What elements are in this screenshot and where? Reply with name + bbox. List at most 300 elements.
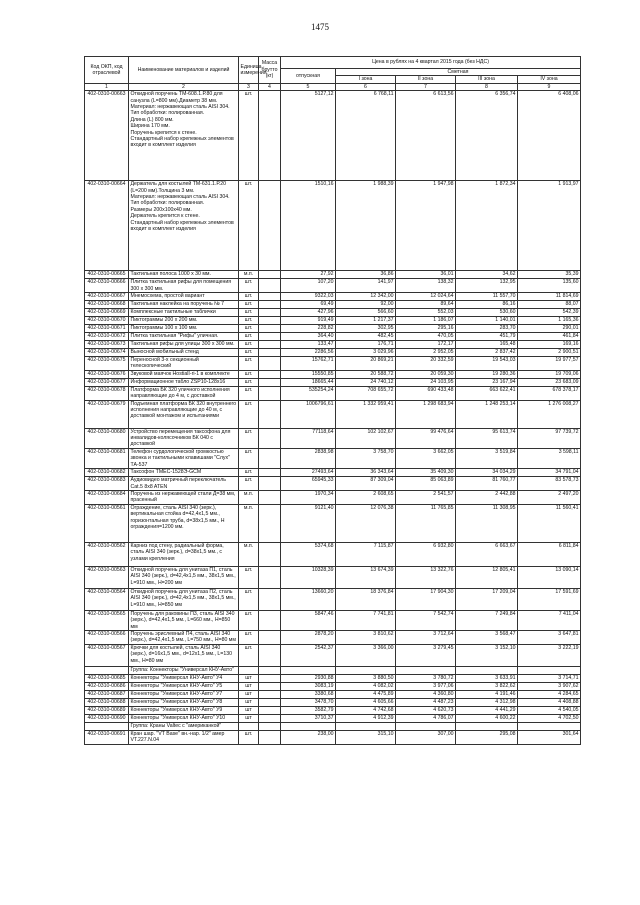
row-unit: шт. — [239, 477, 259, 491]
header-mass: Масса брутто (кг) — [259, 57, 281, 84]
group-row — [85, 666, 581, 674]
row-zone-3: 19 543,03 — [456, 357, 518, 371]
row-name: Тактильная наклейка на поручень № 7 — [129, 301, 239, 309]
row-unit: шт. — [239, 279, 259, 293]
row-name: Коннекторы "Универсал КНУ-Авто" У9 — [129, 706, 239, 714]
row-zone-2 — [396, 722, 456, 730]
row-zone-2: 4 786,07 — [396, 714, 456, 722]
table-row — [85, 542, 581, 566]
table-row — [85, 181, 581, 271]
table-row — [85, 428, 581, 448]
table-row — [85, 325, 581, 333]
row-code: 402-0310-00674 — [85, 349, 129, 357]
row-zone-4: 3 647,81 — [518, 630, 581, 644]
header-price-caption: Цена в рублях на 4 квартал 2015 года (без НДС) — [281, 57, 581, 69]
row-unit — [239, 722, 259, 730]
row-unit: шт. — [239, 333, 259, 341]
header-zone-2: II зона — [396, 76, 456, 83]
row-mass — [259, 370, 281, 378]
row-zone-3: 2 837,42 — [456, 349, 518, 357]
row-zone-2: 138,32 — [396, 279, 456, 293]
row-wholesale: 10328,39 — [281, 566, 336, 588]
row-mass — [259, 293, 281, 301]
row-unit: шт. — [239, 301, 259, 309]
row-unit: шт. — [239, 309, 259, 317]
row-zone-3: 1 248 253,14 — [456, 400, 518, 428]
row-wholesale: 364,40 — [281, 333, 336, 341]
table-row — [85, 690, 581, 698]
row-zone-4: 3 222,19 — [518, 644, 581, 666]
row-zone-2: 470,05 — [396, 333, 456, 341]
row-wholesale: 2286,56 — [281, 349, 336, 357]
row-wholesale: 77118,64 — [281, 428, 336, 448]
row-code: 402-0310-00562 — [85, 542, 129, 566]
row-name: Плитка тактильная "Рифы" уличная. — [129, 333, 239, 341]
row-zone-3: 283,70 — [456, 325, 518, 333]
row-zone-4: 4 408,88 — [518, 698, 581, 706]
row-zone-1: 708 655,72 — [336, 386, 396, 400]
row-code: 402-0310-00690 — [85, 714, 129, 722]
header-name: Наименование материалов и изделий — [129, 57, 239, 84]
row-zone-2: 1 186,07 — [396, 317, 456, 325]
row-unit: шт — [239, 674, 259, 682]
row-zone-3: 1 872,34 — [456, 181, 518, 271]
row-zone-3: 165,48 — [456, 341, 518, 349]
row-unit: шт. — [239, 644, 259, 666]
row-zone-4: 83 578,73 — [518, 477, 581, 491]
row-wholesale: 3710,37 — [281, 714, 336, 722]
row-zone-3: 530,60 — [456, 309, 518, 317]
row-unit: шт. — [239, 566, 259, 588]
row-wholesale: 427,96 — [281, 309, 336, 317]
header-estimate: Сметная — [336, 69, 581, 76]
row-code: 402-0310-00678 — [85, 386, 129, 400]
table-row — [85, 386, 581, 400]
row-wholesale: 2542,37 — [281, 644, 336, 666]
row-name: Мнемосхема, простой вариант — [129, 293, 239, 301]
row-unit: шт. — [239, 469, 259, 477]
row-zone-2: 2 541,57 — [396, 490, 456, 504]
row-zone-2: 13 322,76 — [396, 566, 456, 588]
row-zone-2: 99 476,64 — [396, 428, 456, 448]
row-zone-3: 12 805,41 — [456, 566, 518, 588]
row-zone-1: 1 332 959,41 — [336, 400, 396, 428]
row-mass — [259, 722, 281, 730]
row-zone-1: 566,60 — [336, 309, 396, 317]
row-code: 402-0310-00684 — [85, 490, 129, 504]
row-code: 402-0310-00673 — [85, 341, 129, 349]
row-name: Коннекторы "Универсал КНУ-Авто" У4 — [129, 674, 239, 682]
row-zone-3: 3 152,10 — [456, 644, 518, 666]
row-code: 402-0310-00563 — [85, 566, 129, 588]
row-zone-1: 7 115,87 — [336, 542, 396, 566]
row-code: 402-0310-00671 — [85, 325, 129, 333]
row-code: 402-0310-00561 — [85, 504, 129, 542]
row-zone-3: 4 441,29 — [456, 706, 518, 714]
row-name: Коннекторы "Универсал КНУ-Авто" У8 — [129, 698, 239, 706]
row-zone-1: 2 608,65 — [336, 490, 396, 504]
row-name: Выносной мобильный стенд — [129, 349, 239, 357]
header-zone-1: I зона — [336, 76, 396, 83]
row-zone-4: 35,39 — [518, 271, 581, 279]
row-mass — [259, 309, 281, 317]
column-number: 4 — [259, 83, 281, 90]
row-zone-4: 4 702,50 — [518, 714, 581, 722]
row-unit: шт. — [239, 317, 259, 325]
row-name: Группа: Краны Valtec с "американкой" — [129, 722, 239, 730]
row-zone-1: 482,45 — [336, 333, 396, 341]
row-zone-2: 552,03 — [396, 309, 456, 317]
row-unit: шт — [239, 682, 259, 690]
row-zone-3: 11 308,95 — [456, 504, 518, 542]
row-zone-1: 13 674,39 — [336, 566, 396, 588]
row-zone-1: 36 343,64 — [336, 469, 396, 477]
table-row — [85, 469, 581, 477]
table-row — [85, 644, 581, 666]
row-zone-4: 88,07 — [518, 301, 581, 309]
row-code: 402-0310-00664 — [85, 181, 129, 271]
row-zone-3 — [456, 722, 518, 730]
row-name: Устройство перемещения таксофона для инвалидов-колясочников БК 040 с доставкой — [129, 428, 239, 448]
table-row — [85, 301, 581, 309]
row-wholesale: 65945,33 — [281, 477, 336, 491]
row-zone-3: 4 600,22 — [456, 714, 518, 722]
row-code: 402-0310-00566 — [85, 630, 129, 644]
row-zone-1: 4 912,39 — [336, 714, 396, 722]
row-zone-3: 451,79 — [456, 333, 518, 341]
row-zone-2: 2 952,05 — [396, 349, 456, 357]
row-mass — [259, 504, 281, 542]
row-name: Группа: Коннекторы "Универсал КНУ-Авто" — [129, 666, 239, 674]
row-mass — [259, 181, 281, 271]
price-table — [84, 56, 581, 745]
row-name: Крючки для костылей, сталь AISI 340 (зерк.), d=16х1,5 мм., d=12х1,5 мм., L=130 мм., Н=80 мм — [129, 644, 239, 666]
row-zone-1: 87 309,04 — [336, 477, 396, 491]
table-row — [85, 730, 581, 744]
row-name: Коннекторы "Универсал КНУ-Авто" У10 — [129, 714, 239, 722]
row-wholesale: 9121,40 — [281, 504, 336, 542]
row-zone-3: 663 622,41 — [456, 386, 518, 400]
row-zone-3: 17 209,04 — [456, 588, 518, 610]
row-zone-4: 135,60 — [518, 279, 581, 293]
row-zone-1: 24 740,12 — [336, 378, 396, 386]
row-zone-2: 24 103,95 — [396, 378, 456, 386]
row-code: 402-0310-00682 — [85, 469, 129, 477]
row-zone-4: 2 497,20 — [518, 490, 581, 504]
row-code: 402-0310-00688 — [85, 698, 129, 706]
row-zone-1: 4 082,02 — [336, 682, 396, 690]
row-name: Карниз под стену, радиальный форма, сталь AISI 340 (зерк.), d=38х1,5 мм., с узлами крепления — [129, 542, 239, 566]
row-unit: шт — [239, 690, 259, 698]
row-code: 402-0310-00668 — [85, 301, 129, 309]
row-zone-3: 6 356,74 — [456, 91, 518, 181]
row-zone-4: 290,01 — [518, 325, 581, 333]
row-code: 402-0310-00691 — [85, 730, 129, 744]
row-wholesale: 13660,20 — [281, 588, 336, 610]
row-code: 402-0310-00564 — [85, 588, 129, 610]
row-name: Кран шар. "VT Base" вн.-нар. 1/2" амер VT.227.N.04 — [129, 730, 239, 744]
header-wholesale: отпускная — [281, 69, 336, 84]
row-zone-4: 1 276 008,27 — [518, 400, 581, 428]
row-wholesale: 27,92 — [281, 271, 336, 279]
row-zone-4: 169,16 — [518, 341, 581, 349]
row-zone-3: 1 140,01 — [456, 317, 518, 325]
row-zone-4: 17 591,69 — [518, 588, 581, 610]
row-zone-1: 12 342,00 — [336, 293, 396, 301]
row-name: Ограждение, сталь AISI 340 (зерк.), вертикальная стойка d=42,4х1,5 мм., горизонтальная труба, d=38х1,5 мм., Н ограждения=1200 мм. — [129, 504, 239, 542]
row-wholesale: 919,49 — [281, 317, 336, 325]
row-zone-1: 176,71 — [336, 341, 396, 349]
row-unit: шт. — [239, 428, 259, 448]
row-zone-4: 461,84 — [518, 333, 581, 341]
row-mass — [259, 91, 281, 181]
row-zone-1: 3 758,70 — [336, 448, 396, 468]
row-zone-3: 11 557,70 — [456, 293, 518, 301]
row-mass — [259, 469, 281, 477]
row-unit: шт. — [239, 400, 259, 428]
row-wholesale: 15550,85 — [281, 370, 336, 378]
row-zone-1: 3 810,62 — [336, 630, 396, 644]
row-code: 402-0310-00681 — [85, 448, 129, 468]
row-mass — [259, 644, 281, 666]
row-wholesale: 3083,19 — [281, 682, 336, 690]
row-mass — [259, 448, 281, 468]
table-row — [85, 674, 581, 682]
row-wholesale: 1006796,61 — [281, 400, 336, 428]
row-zone-4: 19 977,57 — [518, 357, 581, 371]
row-zone-1: 36,86 — [336, 271, 396, 279]
row-unit: шт. — [239, 349, 259, 357]
row-zone-3: 34 034,29 — [456, 469, 518, 477]
row-zone-3: 132,95 — [456, 279, 518, 293]
row-unit: шт. — [239, 730, 259, 744]
table-body — [85, 91, 581, 745]
row-mass — [259, 682, 281, 690]
row-code: 402-0310-00680 — [85, 428, 129, 448]
row-code: 402-0310-00677 — [85, 378, 129, 386]
row-zone-2: 690 433,48 — [396, 386, 456, 400]
row-name: Откидной поручень для унитаза П2, сталь AISI 340 (зерк.), d=42,4х1,5 мм., 38х1,5 мм., L=910 мм., Н=850 мм — [129, 588, 239, 610]
row-zone-4: 97 739,72 — [518, 428, 581, 448]
row-name: Аудиовидео матричный переключатель Cat.5 8x8 ATEN — [129, 477, 239, 491]
row-wholesale: 1970,34 — [281, 490, 336, 504]
row-unit: м.п. — [239, 542, 259, 566]
row-zone-1 — [336, 722, 396, 730]
table-row — [85, 341, 581, 349]
row-mass — [259, 400, 281, 428]
row-zone-4: 6 408,06 — [518, 91, 581, 181]
row-zone-2: 4 487,23 — [396, 698, 456, 706]
row-zone-4: 1 165,36 — [518, 317, 581, 325]
row-name: Плитка тактильная рифы для помещения 300 х 300 мм. — [129, 279, 239, 293]
row-unit: шт. — [239, 630, 259, 644]
row-wholesale: 27493,64 — [281, 469, 336, 477]
row-zone-2: 17 904,30 — [396, 588, 456, 610]
row-unit: шт — [239, 706, 259, 714]
table-row — [85, 566, 581, 588]
row-wholesale: 18665,44 — [281, 378, 336, 386]
row-zone-3: 4 312,98 — [456, 698, 518, 706]
row-name: Подъемная платформа БК 320 внутреннего исполнения направляющие до 40 м, с доставкой монтажом и испытаниями — [129, 400, 239, 428]
row-zone-2: 11 765,85 — [396, 504, 456, 542]
column-number: 6 — [336, 83, 396, 90]
row-name: Пиктограммы 200 х 200 мм. — [129, 317, 239, 325]
row-zone-1: 3 880,50 — [336, 674, 396, 682]
row-zone-2: 89,64 — [396, 301, 456, 309]
row-zone-3: 295,08 — [456, 730, 518, 744]
table-row — [85, 490, 581, 504]
row-zone-1: 7 741,81 — [336, 610, 396, 630]
row-code: 402-0310-00676 — [85, 370, 129, 378]
row-mass — [259, 566, 281, 588]
row-zone-3: 81 760,77 — [456, 477, 518, 491]
row-zone-4: 542,39 — [518, 309, 581, 317]
row-zone-4: 11 560,41 — [518, 504, 581, 542]
row-code: 402-0310-00565 — [85, 610, 129, 630]
row-zone-1: 141,97 — [336, 279, 396, 293]
row-zone-1: 18 376,84 — [336, 588, 396, 610]
row-zone-2: 6 613,56 — [396, 91, 456, 181]
table-row — [85, 317, 581, 325]
row-unit: шт. — [239, 378, 259, 386]
row-unit: шт. — [239, 293, 259, 301]
row-code — [85, 666, 129, 674]
row-code: 402-0310-00683 — [85, 477, 129, 491]
row-zone-2: 172,17 — [396, 341, 456, 349]
row-name: Держатель для костылей ТМ-631.1.Р.20 (L=200 мм).Толщина 3 мм. Материал: нержавеющая сталь AISI 304. Тип обработки: полированная. Размеры 200х100х40 мм. Держатель крепится к стене. Стандартный набор крепежных элементов входит в комплект изделия — [129, 181, 239, 271]
column-number: 5 — [281, 83, 336, 90]
row-mass — [259, 730, 281, 744]
table-row — [85, 349, 581, 357]
row-name: Тактильная полоса 1000 х 30 мм. — [129, 271, 239, 279]
row-name: Таксофон ТМЕС-1528Э-GCM — [129, 469, 239, 477]
row-zone-1: 102 102,67 — [336, 428, 396, 448]
header-zone-4: IV зона — [518, 76, 581, 83]
row-mass — [259, 674, 281, 682]
page-number: 1475 — [311, 22, 329, 32]
table-row — [85, 610, 581, 630]
row-mass — [259, 588, 281, 610]
row-zone-1: 302,95 — [336, 325, 396, 333]
row-zone-3: 34,62 — [456, 271, 518, 279]
row-code: 402-0310-00666 — [85, 279, 129, 293]
row-code: 402-0310-00687 — [85, 690, 129, 698]
row-wholesale: 3380,68 — [281, 690, 336, 698]
table-row — [85, 378, 581, 386]
row-mass — [259, 378, 281, 386]
table-row — [85, 91, 581, 181]
table-row — [85, 630, 581, 644]
row-zone-4: 3 598,11 — [518, 448, 581, 468]
row-mass — [259, 666, 281, 674]
row-zone-4: 1 913,97 — [518, 181, 581, 271]
row-zone-3: 23 167,94 — [456, 378, 518, 386]
row-unit: м.п. — [239, 490, 259, 504]
header-zone-3: III зона — [456, 76, 518, 83]
row-zone-3: 4 191,46 — [456, 690, 518, 698]
table-row — [85, 309, 581, 317]
row-zone-2: 1 947,98 — [396, 181, 456, 271]
row-zone-1: 20 588,72 — [336, 370, 396, 378]
row-name: Коннекторы "Универсал КНУ-Авто" У5 — [129, 682, 239, 690]
row-wholesale: 535254,24 — [281, 386, 336, 400]
row-code: 402-0310-00679 — [85, 400, 129, 428]
row-zone-4 — [518, 666, 581, 674]
row-code: 402-0310-00670 — [85, 317, 129, 325]
column-number: 3 — [239, 83, 259, 90]
row-zone-4: 301,64 — [518, 730, 581, 744]
row-mass — [259, 698, 281, 706]
column-number: 2 — [129, 83, 239, 90]
row-zone-2: 3 279,45 — [396, 644, 456, 666]
row-mass — [259, 714, 281, 722]
table-row — [85, 682, 581, 690]
row-unit: шт. — [239, 370, 259, 378]
row-zone-2: 307,00 — [396, 730, 456, 744]
column-number: 7 — [396, 83, 456, 90]
row-zone-3: 19 280,36 — [456, 370, 518, 378]
row-unit: шт. — [239, 341, 259, 349]
row-name: Звуковой маячок HostialI-ri-1 в комплекте — [129, 370, 239, 378]
row-zone-1: 12 076,38 — [336, 504, 396, 542]
row-mass — [259, 357, 281, 371]
row-name: Тактильная рифы для улицы 300 х 300 мм. — [129, 341, 239, 349]
row-mass — [259, 477, 281, 491]
table-row — [85, 588, 581, 610]
row-name: Поручень для раковины П3, сталь AISI 340 (зерк.), d=42,4х1,5 мм., L=660 мм., Н=850 мм — [129, 610, 239, 630]
table-row — [85, 357, 581, 371]
row-zone-1: 3 029,96 — [336, 349, 396, 357]
row-mass — [259, 542, 281, 566]
row-zone-1 — [336, 666, 396, 674]
row-wholesale: 228,82 — [281, 325, 336, 333]
row-code: 402-0310-00675 — [85, 357, 129, 371]
row-zone-2: 3 662,05 — [396, 448, 456, 468]
row-code: 402-0310-00665 — [85, 271, 129, 279]
row-zone-1: 3 366,00 — [336, 644, 396, 666]
row-zone-3: 95 613,74 — [456, 428, 518, 448]
row-zone-2: 1 298 683,94 — [396, 400, 456, 428]
row-zone-4: 2 900,51 — [518, 349, 581, 357]
row-unit: м.п. — [239, 271, 259, 279]
row-name: Комплексные тактильные таблички — [129, 309, 239, 317]
row-zone-4: 13 090,14 — [518, 566, 581, 588]
table-row — [85, 448, 581, 468]
row-wholesale: 5847,46 — [281, 610, 336, 630]
row-code: 402-0310-00689 — [85, 706, 129, 714]
row-unit — [239, 666, 259, 674]
row-mass — [259, 271, 281, 279]
row-zone-2: 35 409,30 — [396, 469, 456, 477]
row-wholesale: 3582,79 — [281, 706, 336, 714]
table-row — [85, 698, 581, 706]
row-code: 402-0310-00663 — [85, 91, 129, 181]
row-wholesale: 15762,71 — [281, 357, 336, 371]
row-mass — [259, 333, 281, 341]
row-mass — [259, 428, 281, 448]
row-zone-1: 4 742,68 — [336, 706, 396, 714]
row-wholesale: 69,49 — [281, 301, 336, 309]
row-zone-2: 7 542,74 — [396, 610, 456, 630]
row-mass — [259, 349, 281, 357]
row-zone-4: 3 907,62 — [518, 682, 581, 690]
row-wholesale: 238,00 — [281, 730, 336, 744]
row-zone-2: 3 712,64 — [396, 630, 456, 644]
column-number: 8 — [456, 83, 518, 90]
row-zone-3: 6 663,67 — [456, 542, 518, 566]
table-row — [85, 714, 581, 722]
row-mass — [259, 690, 281, 698]
